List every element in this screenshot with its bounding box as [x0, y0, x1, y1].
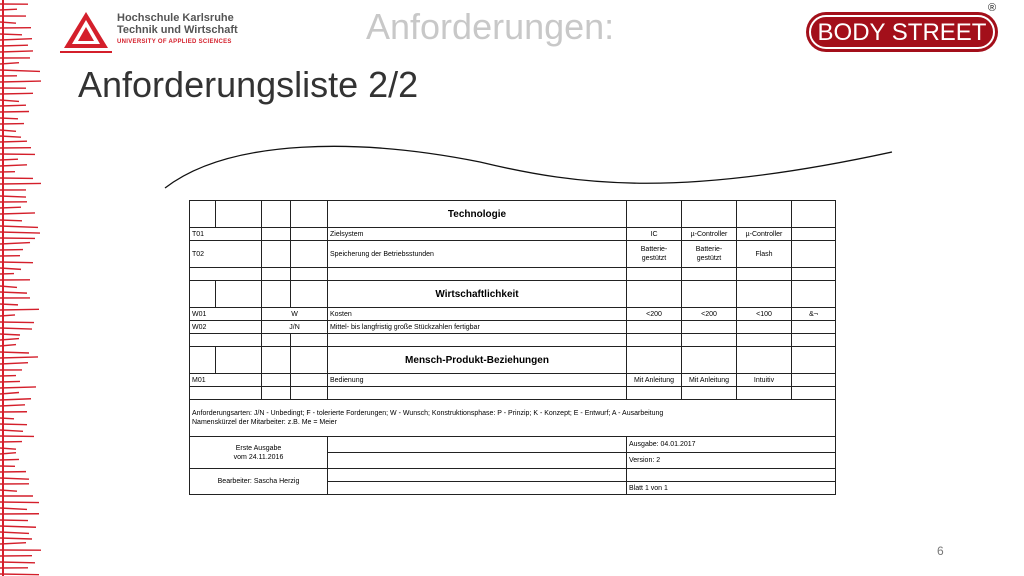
- req-value: Batterie-gestützt: [627, 241, 682, 268]
- table-row: [190, 241, 836, 268]
- sheet-number: Blatt 1 von 1: [627, 482, 836, 495]
- table-row: [190, 268, 836, 281]
- req-value: Batterie-gestützt: [682, 241, 737, 268]
- req-desc: Bedienung: [328, 374, 627, 387]
- req-value: µ-Controller: [682, 228, 737, 241]
- req-value: Mit Anleitung: [627, 374, 682, 387]
- slide-title-line2: Anforderungsliste 2/2: [78, 64, 419, 105]
- university-logo: [60, 10, 240, 56]
- req-value: <200: [627, 308, 682, 321]
- table-row: [190, 281, 836, 308]
- footer-row: [190, 469, 836, 482]
- footer-row: [190, 437, 836, 453]
- req-value: &¬: [792, 308, 836, 321]
- req-id: M01: [190, 374, 262, 387]
- section-heading-technologie: Technologie: [328, 201, 627, 228]
- req-value: <200: [682, 308, 737, 321]
- slide-title-line1: Anforderungen:: [366, 6, 615, 47]
- req-id: T02: [190, 241, 262, 268]
- legend-line-2: Namenskürzel der Mitarbeiter: z.B. Me = Meier: [192, 419, 337, 426]
- req-type: J/N: [262, 321, 328, 334]
- body-street-logo-text: BODY STREET: [817, 19, 987, 46]
- university-name-line2: Technik und Wirtschaft: [117, 24, 238, 36]
- issue-date: Ausgabe: 04.01.2017: [627, 437, 836, 453]
- table-row: [190, 387, 836, 400]
- req-desc: Speicherung der Betriebsstunden: [328, 241, 627, 268]
- first-edition-label: Erste Ausgabe: [235, 444, 282, 452]
- first-edition-date: vom 24.11.2016: [233, 453, 284, 461]
- version: Version: 2: [627, 453, 836, 469]
- req-desc: Mittel- bis langfristig große Stückzahlen fertigbar: [328, 321, 627, 334]
- table-row: [190, 228, 836, 241]
- table-row: [190, 321, 836, 334]
- req-value: Intuitiv: [737, 374, 792, 387]
- table-row: [190, 334, 836, 347]
- torn-page-wave: [160, 140, 900, 200]
- table-row: [190, 347, 836, 374]
- legend-row: [190, 400, 836, 437]
- req-value: IC: [627, 228, 682, 241]
- left-decorative-strip: [0, 0, 48, 576]
- req-id: W01: [190, 308, 262, 321]
- university-name-line3: UNIVERSITY OF APPLIED SCIENCES: [117, 39, 232, 45]
- section-heading-wirtschaftlichkeit: Wirtschaftlichkeit: [328, 281, 627, 308]
- table-row: [190, 308, 836, 321]
- table-row: [190, 374, 836, 387]
- registered-mark: ®: [988, 2, 997, 14]
- req-value: <100: [737, 308, 792, 321]
- requirements-table: [189, 200, 836, 495]
- edited-by: Bearbeiter: Sascha Herzig: [190, 469, 328, 495]
- section-heading-mensch-produkt: Mensch-Produkt-Beziehungen: [328, 347, 627, 374]
- body-street-logo: [806, 12, 998, 52]
- req-id: T01: [190, 228, 262, 241]
- req-value: µ-Controller: [737, 228, 792, 241]
- req-desc: Zielsystem: [328, 228, 627, 241]
- university-name-line1: Hochschule Karlsruhe: [117, 12, 234, 24]
- req-desc: Kosten: [328, 308, 627, 321]
- university-emblem-icon: [60, 10, 112, 56]
- legend-line-1: Anforderungsarten: J/N - Unbedingt; F - tolerierte Forderungen; W - Wunsch; Konstruktionsphase: P - Prinzip; K - Konzept; E - Entwurf; A - Ausarbeitung: [192, 410, 664, 417]
- req-value: Flash: [737, 241, 792, 268]
- first-edition-cell: [190, 437, 328, 469]
- table-row: [190, 201, 836, 228]
- requirements-legend: [190, 400, 836, 437]
- req-id: W02: [190, 321, 262, 334]
- req-type: W: [262, 308, 328, 321]
- req-value: Mit Anleitung: [682, 374, 737, 387]
- page-number: 6: [937, 544, 944, 558]
